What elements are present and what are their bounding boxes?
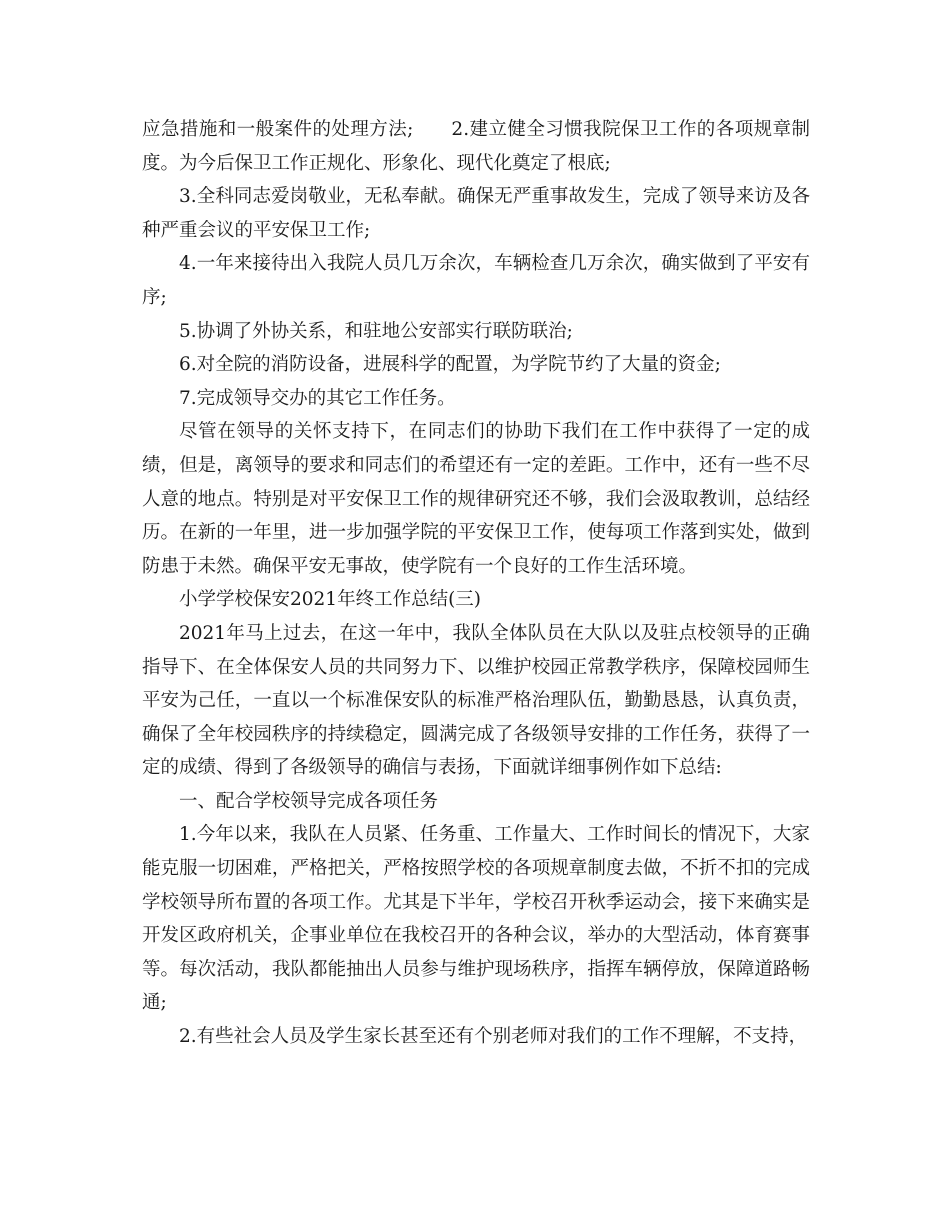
paragraph-text: 2.建立健全习惯我院保卫工作的各项规章制度。为今后保卫工作正规化、形象化、现代化奠定了根底; — [142, 119, 811, 174]
paragraph: 2.有些社会人员及学生家长甚至还有个别老师对我们的工作不理解，不支持， — [179, 1026, 808, 1048]
paragraph-text: 应急措施和一般案件的处理方法; — [142, 119, 414, 140]
paragraph: 4.一年来接待出入我院人员几万余次，车辆检查几万余次，确实做到了平安有序; — [142, 253, 810, 308]
section-heading: 一、配合学校领导完成各项任务 — [179, 790, 439, 812]
paragraph — [142, 113, 810, 180]
paragraph: 5.协调了外协关系，和驻地公安部实行联防联治; — [179, 320, 573, 342]
paragraph: 2021年马上过去，在这一年中，我队全体队员在大队以及驻点校领导的正确指导下、在全体保安人员的共同努力下、以维护校园正常教学秩序，保障校园师生平安为己任，一直以一个标准保安队的标准严格治理队伍，勤勤恳恳，认真负责，确保了全年校园秩序的持续稳定，圆满完成了各级领导安排的工作任务，获得了一定的成绩、得到了各级领导的确信与表扬，下面就详细事例作如下总结: — [142, 622, 810, 779]
document-body — [142, 113, 810, 1054]
paragraph: 6.对全院的消防设备，进展科学的配置，为学院节约了大量的资金; — [179, 354, 721, 376]
paragraph: 7.完成领导交办的其它工作任务。 — [179, 387, 456, 409]
paragraph: 尽管在领导的关怀支持下，在同志们的协助下我们在工作中获得了一定的成绩，但是，离领导的要求和同志们的希望还有一定的差距。工作中，还有一些不尽人意的地点。特别是对平安保卫工作的规律研究还不够，我们会汲取教训，总结经历。在新的一年里，进一步加强学院的平安保卫工作，使每项工作落到实处，做到防患于未然。确保平安无事故，使学院有一个良好的工作生活环境。 — [142, 421, 810, 577]
section-heading: 小学学校保安2021年终工作总结(三) — [179, 589, 482, 611]
paragraph: 3.全科同志爱岗敬业，无私奉献。确保无严重事故发生，完成了领导来访及各种严重会议的平安保卫工作; — [142, 186, 810, 241]
paragraph: 1.今年以来，我队在人员紧、任务重、工作量大、工作时间长的情况下，大家能克服一切困难，严格把关，严格按照学校的各项规章制度去做，不折不扣的完成学校领导所布置的各项工作。尤其是下半年，学校召开秋季运动会，接下来确实是开发区政府机关，企事业单位在我校召开的各种会议，举办的大型活动，体育赛事等。每次活动，我队都能抽出人员参与维护现场秩序，指挥车辆停放，保障道路畅通; — [142, 824, 810, 1014]
